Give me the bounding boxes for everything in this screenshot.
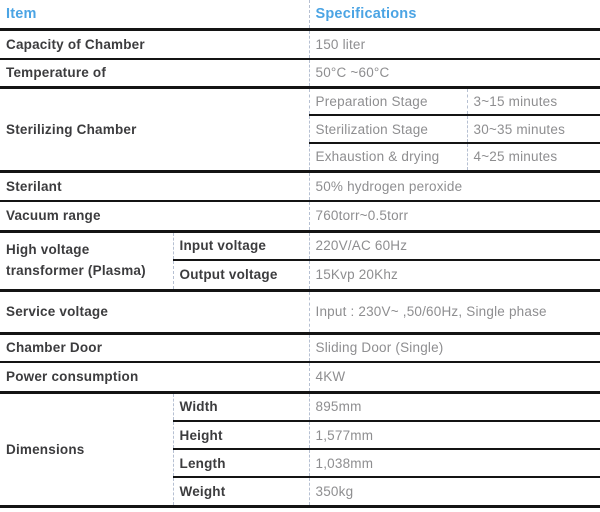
- item-cell: Power consumption: [0, 362, 309, 392]
- value-cell: 50°C ~60°C: [309, 59, 600, 87]
- stage-value-cell: 30~35 minutes: [467, 115, 600, 143]
- table-row: [0, 392, 600, 421]
- item-cell: Service voltage: [0, 290, 309, 333]
- item-cell: Capacity of Chamber: [0, 29, 309, 59]
- stage-value-cell: 3~15 minutes: [467, 87, 600, 115]
- item-cell: High voltage transformer (Plasma): [0, 231, 173, 290]
- sub-label-cell: Length: [173, 449, 309, 477]
- table-row: [0, 171, 600, 201]
- table-row: [0, 201, 600, 231]
- value-cell: 1,577mm: [309, 421, 600, 449]
- table-row: [0, 29, 600, 59]
- value-cell: 4KW: [309, 362, 600, 392]
- value-cell: 15Kvp 20Khz: [309, 260, 600, 290]
- table-row: [0, 333, 600, 362]
- table-row: [0, 59, 600, 87]
- sub-label-cell: Output voltage: [173, 260, 309, 290]
- value-cell: 150 liter: [309, 29, 600, 59]
- value-cell: 220V/AC 60Hz: [309, 231, 600, 260]
- stage-label-cell: Sterilization Stage: [309, 115, 467, 143]
- table-header-item: Item: [0, 0, 309, 29]
- table-row: [0, 290, 600, 333]
- sub-label-cell: Height: [173, 421, 309, 449]
- sub-label-cell: Width: [173, 392, 309, 421]
- table-header-specifications: Specifications: [309, 0, 600, 29]
- value-cell: 50% hydrogen peroxide: [309, 171, 600, 201]
- sub-label-cell: Input voltage: [173, 231, 309, 260]
- stage-value-cell: 4~25 minutes: [467, 143, 600, 171]
- table-row: [0, 87, 600, 115]
- value-cell: 760torr~0.5torr: [309, 201, 600, 231]
- sub-label-cell: Weight: [173, 477, 309, 506]
- stage-label-cell: Preparation Stage: [309, 87, 467, 115]
- value-cell: 895mm: [309, 392, 600, 421]
- stage-label-cell: Exhaustion & drying: [309, 143, 467, 171]
- table-header-row: [0, 0, 600, 29]
- table-row: [0, 362, 600, 392]
- item-cell: Temperature of: [0, 59, 309, 87]
- item-cell: Vacuum range: [0, 201, 309, 231]
- value-cell: Sliding Door (Single): [309, 333, 600, 362]
- value-cell: 1,038mm: [309, 449, 600, 477]
- item-cell: Dimensions: [0, 392, 173, 506]
- item-cell: Sterilant: [0, 171, 309, 201]
- value-cell: 350kg: [309, 477, 600, 506]
- item-cell: Chamber Door: [0, 333, 309, 362]
- table-row: [0, 231, 600, 260]
- item-cell: Sterilizing Chamber: [0, 87, 309, 171]
- value-cell: Input : 230V~ ,50/60Hz, Single phase: [309, 290, 600, 333]
